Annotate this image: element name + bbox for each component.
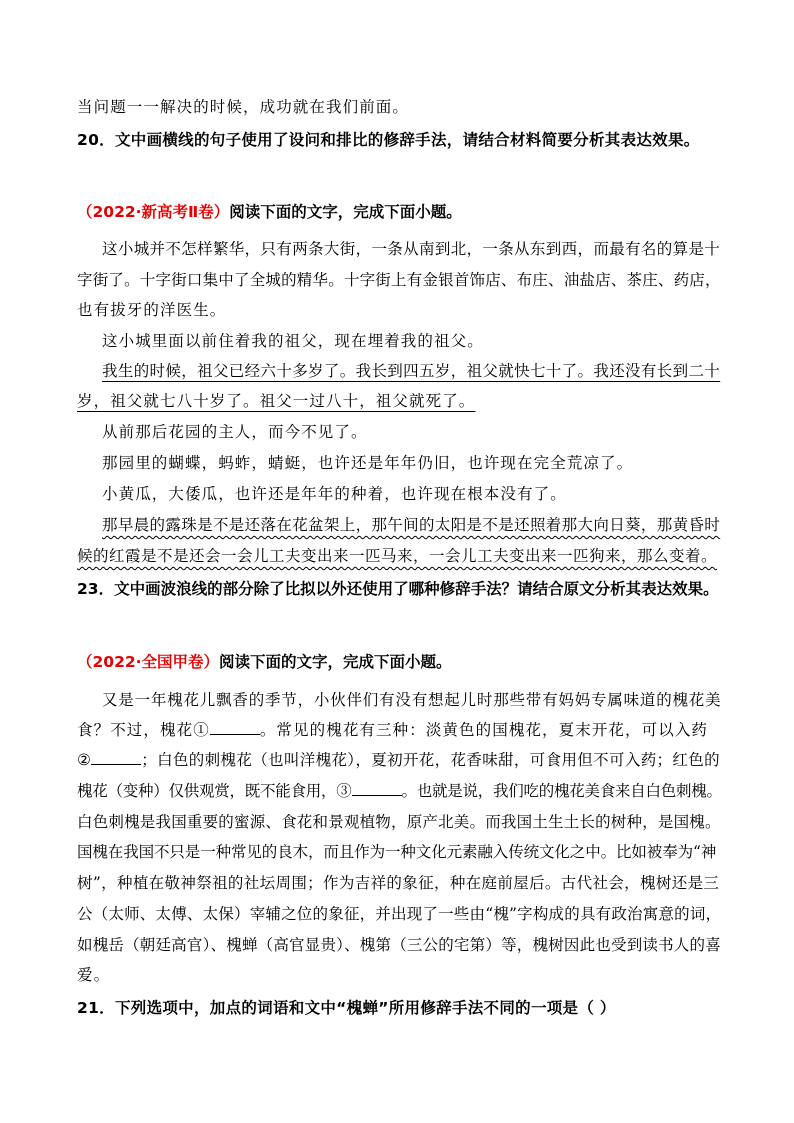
source-tag: （2022·全国甲卷） bbox=[77, 653, 220, 671]
passage-line: 树”，种植在敬神祭祖的社坛周围；作为吉祥的象征，种在庭前屋后。古代社会，槐树还是三 bbox=[77, 874, 720, 892]
passage-line bbox=[77, 748, 720, 770]
passage-line bbox=[77, 718, 708, 740]
passage-line: 如槐岳（朝廷高官）、槐蝉（高官显贵）、槐第（三公的宅第）等，槐树因此也受到读书人的喜 bbox=[77, 936, 721, 954]
passage-line: 国槐在我国不只是一种常见的良木，而且作为一种文化元素融入传统文化之中。比如被奉为“神 bbox=[77, 843, 717, 861]
passage-line: 这小城并不怎样繁华，只有两条大街，一条从南到北，一条从东到西，而最有名的算是十 bbox=[102, 240, 721, 258]
passage-line: 字街了。十字街口集中了全城的精华。十字街上有金银首饰店、布庄、油盐店、茶庄、药店， bbox=[77, 271, 721, 289]
instruction: 阅读下面的文字，完成下面小题。 bbox=[229, 203, 462, 221]
fill-blank-2 bbox=[91, 750, 141, 765]
text-segment: ② bbox=[77, 751, 92, 769]
passage-line bbox=[77, 779, 722, 801]
passage-line: 也有拔牙的洋医生。 bbox=[77, 301, 227, 319]
question-20: 20．文中画横线的句子使用了设问和排比的修辞手法，请结合材料简要分析其表达效果。 bbox=[77, 131, 700, 149]
passage-line: 公（太师、太傅、太保）宰辅之位的象征，并出现了一些由“槐”字构成的具有政治寓意的词， bbox=[77, 905, 722, 923]
passage-line: 又是一年槐花儿飘香的季节，小伙伴们有没有想起儿时那些带有妈妈专属味道的槐花美 bbox=[102, 691, 722, 709]
fill-blank-3 bbox=[352, 781, 402, 796]
section-header-2022-xingaokao bbox=[77, 200, 462, 222]
underlined-line: 岁，祖父就七八十岁了。祖父一过八十，祖父就死了。 bbox=[77, 392, 476, 410]
fill-blank-1 bbox=[210, 720, 260, 735]
passage-line: 当问题一一解决的时候，成功就在我们前面。 bbox=[77, 98, 410, 116]
question-23: 23．文中画波浪线的部分除了比拟以外还使用了哪种修辞手法？请结合原文分析其表达效果。 bbox=[77, 580, 719, 598]
underlined-line: 我生的时候，祖父已经六十多岁了。我长到四五岁，祖父就快七十了。我还没有长到二十 bbox=[102, 362, 721, 380]
instruction: 阅读下面的文字，完成下面小题。 bbox=[219, 653, 452, 671]
section-header-2022-quanguojia bbox=[77, 650, 452, 672]
question-21: 21．下列选项中，加点的词语和文中“槐蝉”所用修辞手法不同的一项是（ ） bbox=[77, 999, 616, 1017]
wavy-underlined-line: 那早晨的露珠是不是还落在花盆架上，那午间的太阳是不是还照着那大向日葵，那黄昏时 bbox=[102, 516, 721, 534]
passage-line: 白色刺槐是我国重要的蜜源、食花和景观植物，原产北美。而我国土生土长的树种，是国槐。 bbox=[77, 813, 721, 831]
passage-line: 爱。 bbox=[77, 966, 111, 984]
text-segment: 。也就是说，我们吃的槐花美食来自白色刺槐。 bbox=[401, 782, 722, 800]
text-segment: 。常见的槐花有三种：淡黄色的国槐花，夏末开花，可以入药 bbox=[259, 721, 709, 739]
passage-line: 小黄瓜，大倭瓜，也许还是年年的种着，也许现在根本没有了。 bbox=[102, 485, 567, 503]
source-tag: （2022·新高考Ⅱ卷） bbox=[77, 203, 230, 221]
text-segment: 食？不过，槐花① bbox=[77, 721, 210, 739]
text-segment: 槐花（变种）仅供观赏，既不能食用，③ bbox=[77, 782, 352, 800]
wavy-underlined-line: 候的红霞是不是还会一会儿工夫变出来一匹马来，一会儿工夫变出来一匹狗来，那么变着。 bbox=[77, 547, 718, 565]
passage-line: 那园里的蝴蝶，蚂蚱，蜻蜓，也许还是年年仍旧，也许现在完全荒凉了。 bbox=[102, 454, 634, 472]
passage-line: 这小城里面以前住着我的祖父，现在埋着我的祖父。 bbox=[102, 332, 484, 350]
text-segment: ；白色的刺槐花（也叫洋槐花），夏初开花，花香味甜，可食用但不可入药；红色的 bbox=[141, 751, 720, 769]
passage-line: 从前那后花园的主人，而今不见了。 bbox=[102, 423, 368, 441]
